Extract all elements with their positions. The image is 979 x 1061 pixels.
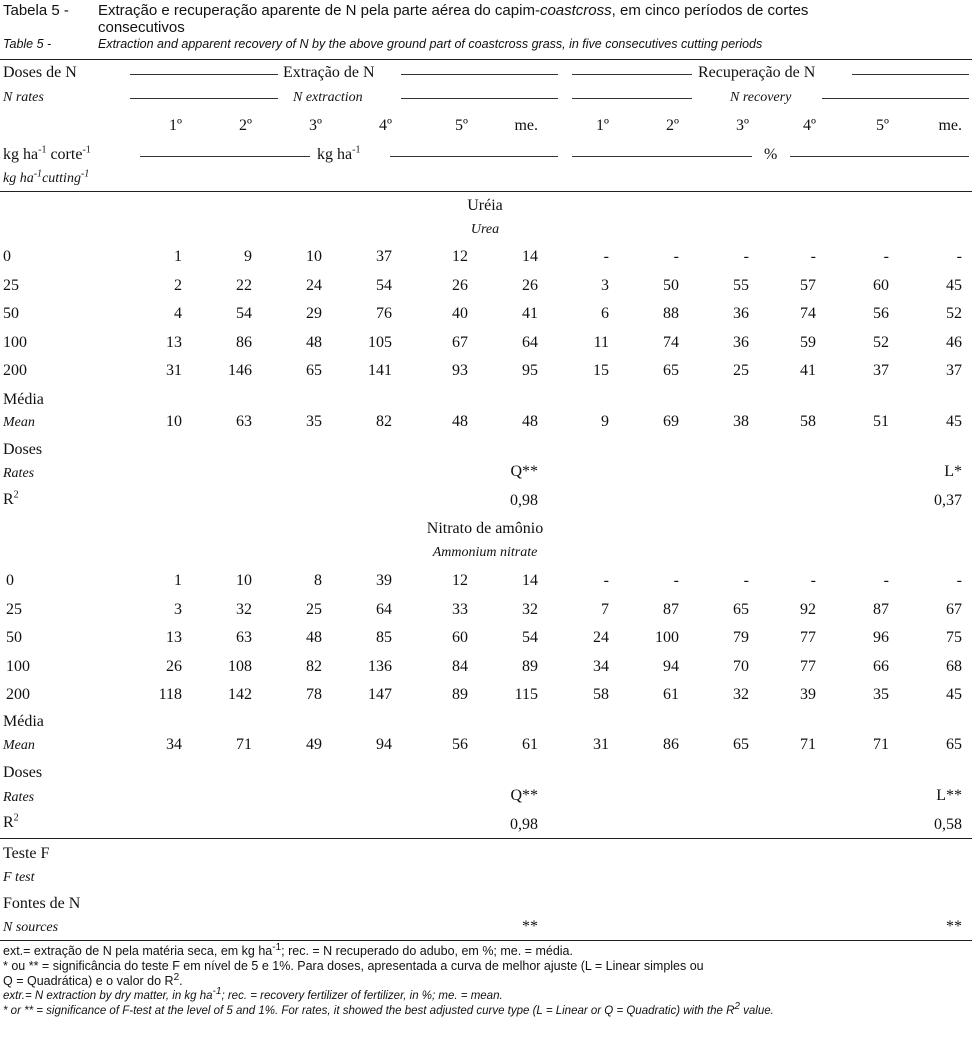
- dose-label: 200: [3, 362, 27, 380]
- nitrate-doses-recovery: L**: [936, 787, 962, 804]
- table-cell: 1: [174, 248, 182, 265]
- mean-cell: 71: [873, 736, 889, 753]
- nitrate-doses-extraction: Q**: [510, 787, 538, 804]
- mean-cell: 48: [452, 413, 468, 430]
- table-cell: 118: [158, 686, 182, 704]
- table-cell: 45: [946, 276, 962, 294]
- table-cell: 147: [368, 686, 392, 704]
- nitrate-doses-pt: Doses: [3, 764, 43, 781]
- table-cell: 77: [800, 657, 816, 675]
- table-cell: 58: [593, 686, 609, 704]
- table-cell: 37: [946, 362, 962, 380]
- table-cell: -: [883, 248, 889, 265]
- table-cell: 74: [663, 333, 679, 351]
- unit-row-en: kg $ha^{-1}cutting^{-1}$: [3, 168, 90, 186]
- table-cell: 32: [733, 686, 749, 704]
- table-cell: 34: [593, 657, 609, 675]
- column-heading: 1º: [169, 117, 182, 134]
- rule: [852, 74, 969, 75]
- rule: [130, 98, 278, 99]
- column-heading: 4º: [379, 117, 392, 134]
- column-heading: 3º: [736, 117, 749, 134]
- urea-doses-recovery: L*: [944, 463, 962, 480]
- table-cell: 64: [376, 600, 392, 618]
- table-cell: 25: [733, 362, 749, 380]
- note-en-1: extr.= N extraction by dry matter, in kg $ha^{-1}$; rec. = recovery fertilizer of fertilizer, in %; me. = mean.: [3, 986, 503, 1002]
- table-cell: -: [810, 248, 816, 265]
- table-cell: -: [603, 572, 609, 589]
- table-cell: 56: [873, 305, 889, 323]
- table-cell: -: [673, 248, 679, 265]
- dose-label: 0: [6, 572, 14, 589]
- rule: [140, 156, 310, 157]
- unit-kg: kg $ha^{-1}$: [317, 144, 361, 163]
- mean-cell: 10: [166, 413, 182, 430]
- header-recovery-en: N recovery: [730, 90, 792, 105]
- table-cell: 87: [873, 600, 889, 618]
- column-heading: me.: [938, 117, 962, 134]
- table-cell: 92: [800, 600, 816, 618]
- table-cell: 37: [873, 362, 889, 380]
- column-heading: 5º: [455, 117, 468, 134]
- table-cell: 142: [228, 686, 252, 704]
- urea-doses-en: Rates: [3, 466, 35, 481]
- table-cell: 3: [601, 276, 609, 294]
- caption-portuguese: Tabela 5 - Extração e recuperação aparente de N pela parte aérea do capim-coastcross, em cinco períodos de cortes consecutivos: [3, 2, 809, 36]
- table-cell: 36: [733, 333, 749, 351]
- table-cell: 40: [452, 305, 468, 323]
- table-cell: 74: [800, 305, 816, 323]
- table-cell: -: [743, 572, 749, 589]
- table-cell: 96: [873, 629, 889, 647]
- table-cell: 12: [452, 248, 468, 265]
- table-cell: 13: [166, 629, 182, 647]
- table-cell: -: [673, 572, 679, 589]
- note-pt-1: ext.= extração de N pela matéria seca, em kg $ha^{-1}$; rec. = N recuperado do adubo, em %; me. = média.: [3, 941, 573, 958]
- table-cell: 61: [663, 686, 679, 704]
- table-cell: 3: [174, 600, 182, 618]
- table-cell: 108: [228, 657, 252, 675]
- table-cell: 93: [452, 362, 468, 380]
- rule: [572, 156, 752, 157]
- table-cell: 12: [452, 572, 468, 589]
- table-cell: 94: [663, 657, 679, 675]
- column-heading: 5º: [876, 117, 889, 134]
- table-cell: 78: [306, 686, 322, 704]
- table-cell: 77: [800, 629, 816, 647]
- table-cell: 8: [314, 572, 322, 589]
- urea-mean-pt: Média: [3, 391, 44, 408]
- section-title-nitrate: Nitrato de amônio: [426, 520, 544, 537]
- table-cell: 100: [655, 629, 679, 647]
- table-cell: 26: [452, 276, 468, 294]
- nitrate-r2-extraction: 0,98: [510, 816, 538, 833]
- table-cell: 146: [228, 362, 252, 380]
- table-cell: 24: [593, 629, 609, 647]
- caption-label: Tabela 5 -: [3, 2, 69, 19]
- mean-cell: 49: [306, 736, 322, 753]
- mean-cell: 71: [236, 736, 252, 753]
- rule: [572, 74, 692, 75]
- table-cell: 46: [946, 333, 962, 351]
- header-doses-en: N rates: [3, 90, 44, 105]
- table-cell: -: [810, 572, 816, 589]
- urea-doses-pt: Doses: [3, 441, 43, 458]
- rule: [130, 74, 278, 75]
- column-heading: me.: [514, 117, 538, 134]
- table-cell: 52: [946, 305, 962, 323]
- dose-label: 50: [3, 305, 19, 323]
- table-cell: 39: [800, 686, 816, 704]
- table-cell: 11: [593, 333, 609, 351]
- table-cell: 33: [452, 600, 468, 618]
- table-cell: 41: [800, 362, 816, 380]
- table-cell: 9: [244, 248, 252, 265]
- urea-r2-recovery: 0,37: [934, 492, 962, 509]
- nitrate-mean-en: Mean: [3, 738, 35, 753]
- table-cell: 36: [733, 305, 749, 323]
- nitrate-mean-pt: Média: [3, 713, 44, 730]
- table-cell: 65: [306, 362, 322, 380]
- table-cell: 50: [663, 276, 679, 294]
- nitrate-r2-label: $R^2$: [3, 812, 19, 831]
- table-cell: 57: [800, 276, 816, 294]
- table-cell: 41: [522, 305, 538, 323]
- dose-label: 200: [6, 686, 30, 704]
- table-cell: 6: [601, 305, 609, 323]
- table-cell: 75: [946, 629, 962, 647]
- table-cell: 85: [376, 629, 392, 647]
- mean-cell: 63: [236, 413, 252, 430]
- table-cell: 54: [236, 305, 252, 323]
- mean-cell: 65: [946, 736, 962, 753]
- mean-cell: 51: [873, 413, 889, 430]
- table-cell: 63: [236, 629, 252, 647]
- section-title-urea: Uréia: [467, 197, 503, 214]
- ftest-sources-en: N sources: [3, 920, 59, 935]
- header-rule: [0, 191, 972, 192]
- urea-r2-label: $R^2$: [3, 489, 19, 508]
- table-cell: 4: [174, 305, 182, 323]
- nitrate-doses-en: Rates: [3, 790, 35, 805]
- dose-label: 50: [6, 629, 22, 647]
- table-cell: -: [743, 248, 749, 265]
- table-cell: -: [956, 248, 962, 265]
- mean-cell: 48: [522, 413, 538, 430]
- table-cell: 52: [873, 333, 889, 351]
- rule: [790, 156, 969, 157]
- table-cell: 105: [368, 333, 392, 351]
- table-cell: 25: [306, 600, 322, 618]
- table-cell: 10: [236, 572, 252, 589]
- table-cell: 60: [452, 629, 468, 647]
- table-cell: 88: [663, 305, 679, 323]
- dose-label: 0: [3, 248, 11, 265]
- table-cell: 10: [306, 248, 322, 265]
- note-pt-2: * ou ** = significância do teste F em nível de 5 e 1%. Para doses, apresentada a curva de melhor ajuste (L = Linear simples ou: [3, 959, 704, 973]
- table-cell: 22: [236, 276, 252, 294]
- table-cell: 64: [522, 333, 538, 351]
- ftest-sources-extraction: **: [522, 918, 538, 935]
- table-cell: 54: [376, 276, 392, 294]
- table-cell: 14: [522, 572, 538, 589]
- table-cell: 82: [306, 657, 322, 675]
- table-cell: 32: [522, 600, 538, 618]
- unit-percent: %: [764, 146, 778, 163]
- ftest-sources-recovery: **: [946, 918, 962, 935]
- mean-cell: 45: [946, 413, 962, 430]
- table-cell: 48: [306, 629, 322, 647]
- mean-cell: 58: [800, 413, 816, 430]
- dose-label: 100: [3, 333, 27, 351]
- header-doses-pt: Doses de N: [3, 64, 77, 81]
- column-heading: 2º: [666, 117, 679, 134]
- table-cell: 24: [306, 276, 322, 294]
- table-cell: 55: [733, 276, 749, 294]
- table-cell: 54: [522, 629, 538, 647]
- urea-doses-extraction: Q**: [510, 463, 538, 480]
- mean-cell: 34: [166, 736, 182, 753]
- table-cell: 1: [174, 572, 182, 589]
- table-cell: 26: [522, 276, 538, 294]
- table-cell: 95: [522, 362, 538, 380]
- header-extraction-pt: Extração de N: [283, 64, 375, 81]
- mean-cell: 56: [452, 736, 468, 753]
- section-subtitle-urea: Urea: [470, 222, 500, 237]
- table-cell: 26: [166, 657, 182, 675]
- mean-cell: 35: [306, 413, 322, 430]
- mean-cell: 61: [522, 736, 538, 753]
- table-cell: 66: [873, 657, 889, 675]
- table-cell: 60: [873, 276, 889, 294]
- table-cell: 59: [800, 333, 816, 351]
- table-cell: 87: [663, 600, 679, 618]
- ftest-title-pt: Teste F: [3, 845, 50, 862]
- urea-r2-extraction: 0,98: [510, 492, 538, 509]
- table-cell: 15: [593, 362, 609, 380]
- rule: [822, 98, 969, 99]
- table-cell: 2: [174, 276, 182, 294]
- bottom-rule: [0, 940, 972, 941]
- table-cell: 13: [166, 333, 182, 351]
- table-cell: 65: [663, 362, 679, 380]
- table-caption: [3, 2, 975, 52]
- mean-cell: 65: [733, 736, 749, 753]
- mean-cell: 31: [593, 736, 609, 753]
- dose-label: 25: [6, 600, 22, 618]
- table-cell: 68: [946, 657, 962, 675]
- table-cell: 37: [376, 248, 392, 265]
- dose-label: 100: [6, 657, 30, 675]
- table-cell: 115: [514, 686, 538, 704]
- table-cell: -: [603, 248, 609, 265]
- table-cell: 136: [368, 657, 392, 675]
- table-cell: 67: [946, 600, 962, 618]
- dose-label: 25: [3, 276, 19, 294]
- ftest-title-en: F test: [3, 870, 35, 885]
- mean-cell: 86: [663, 736, 679, 753]
- table-cell: 89: [452, 686, 468, 704]
- table-cell: 39: [376, 572, 392, 589]
- column-heading: 4º: [803, 117, 816, 134]
- rule: [401, 98, 558, 99]
- mean-cell: 94: [376, 736, 392, 753]
- table-notes: [3, 941, 975, 1019]
- column-heading: 2º: [239, 117, 252, 134]
- table-cell: 31: [166, 362, 182, 380]
- mean-cell: 38: [733, 413, 749, 430]
- rule: [572, 98, 692, 99]
- table-cell: 76: [376, 305, 392, 323]
- ftest-sources-pt: Fontes de N: [3, 895, 81, 912]
- table-cell: 67: [452, 333, 468, 351]
- table-cell: 48: [306, 333, 322, 351]
- nitrate-r2-recovery: 0,58: [934, 816, 962, 833]
- table-cell: -: [883, 572, 889, 589]
- column-heading: 3º: [309, 117, 322, 134]
- mean-cell: 71: [800, 736, 816, 753]
- urea-mean-en: Mean: [3, 415, 35, 430]
- mean-cell: 82: [376, 413, 392, 430]
- table-cell: 89: [522, 657, 538, 675]
- rule: [390, 156, 558, 157]
- mean-cell: 9: [601, 413, 609, 430]
- table-cell: 84: [452, 657, 468, 675]
- table-cell: 45: [946, 686, 962, 704]
- table-cell: 65: [733, 600, 749, 618]
- table-cell: 35: [873, 686, 889, 704]
- table-cell: 32: [236, 600, 252, 618]
- rule: [401, 74, 558, 75]
- table-cell: 7: [601, 600, 609, 618]
- caption-english: Table 5 - Extraction and apparent recovery of N by the above ground part of coastcross grass, in five consecutives cutting periods: [3, 37, 763, 51]
- top-rule: [0, 59, 972, 60]
- table-cell: -: [956, 572, 962, 589]
- table-cell: 86: [236, 333, 252, 351]
- table-cell: 14: [522, 248, 538, 265]
- unit-row-pt: kg $ha^{-1}$ corte$^{-1}$: [3, 144, 91, 163]
- header-recovery-pt: Recuperação de N: [698, 64, 816, 81]
- table-cell: 141: [368, 362, 392, 380]
- table-cell: 29: [306, 305, 322, 323]
- header-extraction-en: N extraction: [293, 90, 363, 105]
- table-cell: 79: [733, 629, 749, 647]
- column-heading: 1º: [596, 117, 609, 134]
- note-en-2: * or ** = significance of F-test at the level of 5 and 1%. For rates, it showed the best adjusted curve type (L = Linear or Q = Quadratic) with the $R^2$ value.: [3, 1001, 774, 1017]
- ftest-rule: [0, 838, 972, 839]
- section-subtitle-nitrate: Ammonium nitrate: [432, 545, 538, 560]
- note-pt-2b: Q = Quadrática) e o valor do $R^2$.: [3, 971, 183, 988]
- mean-cell: 69: [663, 413, 679, 430]
- table-cell: 70: [733, 657, 749, 675]
